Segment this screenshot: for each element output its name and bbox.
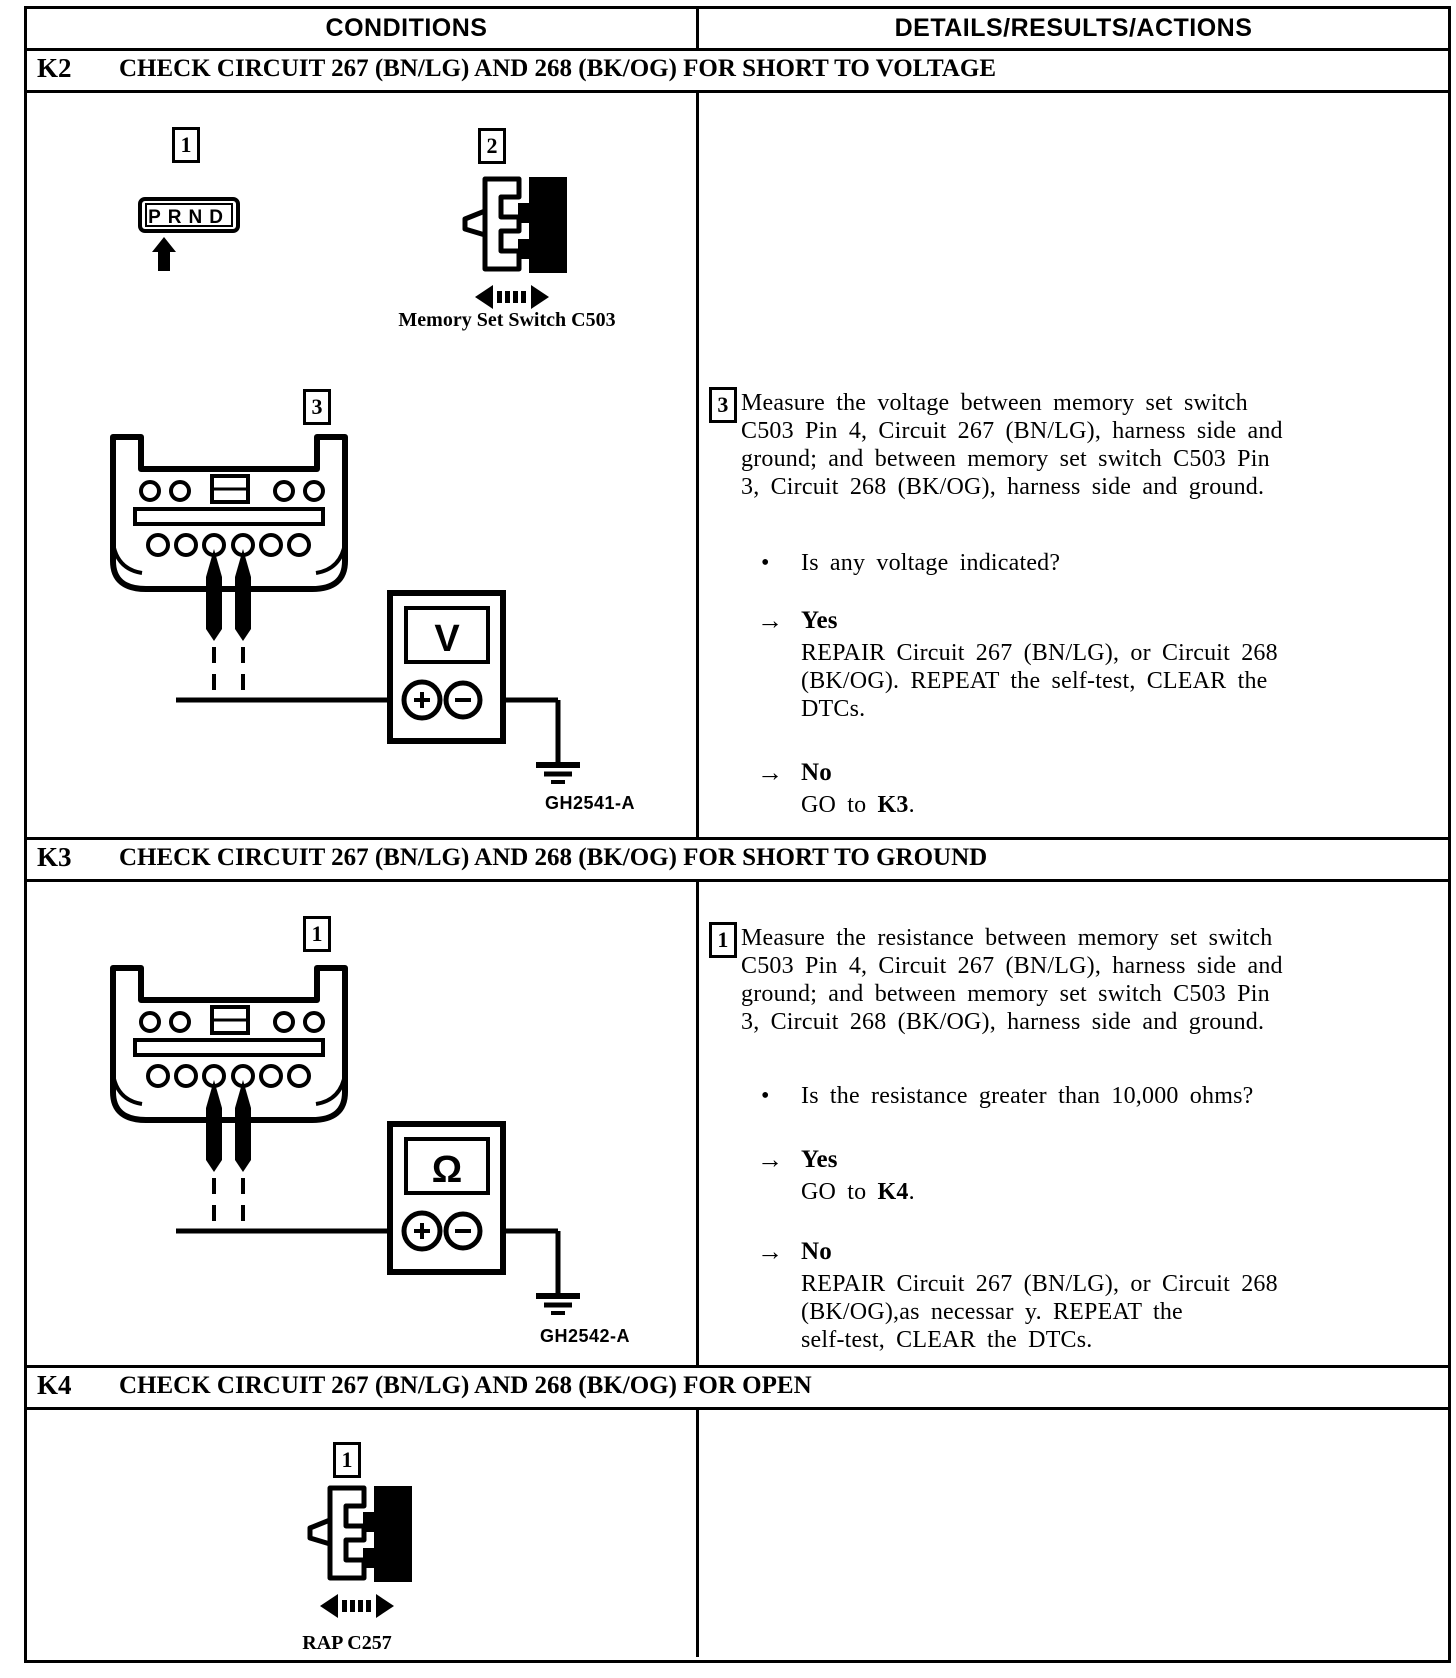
k2-figure3-number-box: 3	[303, 389, 331, 425]
k2-step-instruction	[741, 389, 1283, 501]
arrow-right-icon: →	[757, 758, 784, 787]
k4-figure1-number-box: 1	[333, 1442, 361, 1478]
goto-period: .	[908, 1179, 915, 1205]
instruction-line: Measure the resistance between memory set switch	[741, 925, 1273, 951]
k2-connector-voltmeter-diagram	[88, 429, 658, 829]
up-arrow-icon	[152, 237, 176, 271]
k2-body-row	[27, 93, 1448, 837]
connector-disconnect-icon	[445, 173, 575, 318]
k4-connector-label: RAP C257	[302, 1632, 392, 1654]
instruction-line: Measure the voltage between memory set switch	[741, 390, 1248, 416]
prnd-shift-indicator-icon	[137, 189, 257, 277]
k2-yes-action	[801, 639, 1278, 723]
goto-target: K4	[877, 1179, 909, 1205]
k3-no-label: No	[801, 1238, 832, 1265]
k2-figure1-number-box: 1	[172, 127, 200, 163]
arrow-right-icon: →	[757, 606, 784, 635]
k3-title-row	[27, 837, 1448, 882]
k3-question: Is the resistance greater than 10,000 ohms?	[801, 1083, 1254, 1109]
ohmmeter-icon	[390, 1124, 503, 1272]
action-line: (BK/OG). REPEAT the self-test, CLEAR the	[801, 668, 1268, 694]
arrow-right-icon: →	[757, 1145, 784, 1174]
details-header: DETAILS/RESULTS/ACTIONS	[894, 14, 1253, 42]
connector-face-icon	[113, 968, 345, 1120]
k2-figure-code: GH2541-A	[545, 793, 636, 813]
k2-no-label: No	[801, 759, 832, 786]
voltmeter-icon	[390, 593, 503, 741]
action-line: REPAIR Circuit 267 (BN/LG), or Circuit 268	[801, 640, 1278, 666]
arrow-right-icon: →	[757, 1237, 784, 1266]
k2-question-row	[761, 549, 1060, 577]
k2-question: Is any voltage indicated?	[801, 550, 1061, 576]
meter-symbol: V	[434, 618, 460, 660]
goto-text: GO to	[801, 792, 878, 818]
k2-yes-label: Yes	[801, 607, 838, 634]
k3-step-instruction	[741, 924, 1283, 1036]
prnd-letters: PRND	[148, 207, 230, 228]
k3-step-id: K3	[37, 842, 72, 872]
goto-period: .	[908, 792, 915, 818]
k2-details-cell	[696, 93, 1448, 837]
k3-step-title: CHECK CIRCUIT 267 (BN/LG) AND 268 (BK/OG) FOR SHORT TO GROUND	[119, 844, 988, 871]
ground-icon	[536, 765, 580, 782]
action-line: self-test, CLEAR the DTCs.	[801, 1327, 1093, 1353]
meter-symbol: Ω	[431, 1149, 463, 1191]
k3-detail-step-box: 1	[709, 922, 737, 958]
k4-title-row	[27, 1365, 1448, 1410]
instruction-line: ground; and between memory set switch C503 Pin	[741, 981, 1270, 1007]
k2-figure2-number-box: 2	[478, 128, 506, 164]
k2-step-title: CHECK CIRCUIT 267 (BN/LG) AND 268 (BK/OG) FOR SHORT TO VOLTAGE	[119, 55, 997, 82]
k3-connector-ohmmeter-diagram	[88, 960, 658, 1360]
k3-figure1-number-box: 1	[303, 916, 331, 952]
connector-disconnect-icon	[290, 1482, 420, 1627]
instruction-line: C503 Pin 4, Circuit 267 (BN/LG), harness side and	[741, 418, 1283, 444]
k3-question-row	[761, 1082, 1253, 1110]
conditions-header-cell	[27, 9, 696, 48]
k4-conditions-cell	[27, 1410, 696, 1657]
action-line: (BK/OG),as necessar y. REPEAT the	[801, 1299, 1183, 1325]
k2-no-action	[801, 791, 915, 819]
goto-target: K3	[877, 792, 909, 818]
bullet-icon: •	[761, 550, 770, 576]
instruction-line: 3, Circuit 268 (BK/OG), harness side and ground.	[741, 1009, 1265, 1035]
k3-figure-code: GH2542-A	[540, 1326, 631, 1346]
k4-step-id: K4	[37, 1370, 72, 1400]
action-line: DTCs.	[801, 696, 866, 722]
double-arrow-icon	[475, 285, 549, 309]
instruction-line: ground; and between memory set switch C503 Pin	[741, 446, 1270, 472]
k4-step-title: CHECK CIRCUIT 267 (BN/LG) AND 268 (BK/OG) FOR OPEN	[119, 1372, 812, 1399]
k4-details-cell	[696, 1410, 1448, 1657]
k2-step-id: K2	[37, 53, 72, 83]
action-line: REPAIR Circuit 267 (BN/LG), or Circuit 268	[801, 1271, 1278, 1297]
pinpoint-test-table	[24, 6, 1451, 1663]
k3-conditions-cell	[27, 882, 696, 1365]
bullet-icon: •	[761, 1083, 770, 1109]
goto-text: GO to	[801, 1179, 878, 1205]
k3-body-row	[27, 882, 1448, 1365]
k2-detail-step-box: 3	[709, 387, 737, 423]
ground-icon	[536, 1296, 580, 1313]
conditions-header: CONDITIONS	[325, 14, 488, 42]
k2-connector-label: Memory Set Switch C503	[398, 309, 616, 331]
table-header-row	[27, 9, 1448, 48]
details-header-cell	[696, 9, 1448, 48]
k3-details-cell	[696, 882, 1448, 1365]
connector-face-icon	[113, 437, 345, 589]
instruction-line: C503 Pin 4, Circuit 267 (BN/LG), harness side and	[741, 953, 1283, 979]
k2-conditions-cell	[27, 93, 696, 837]
k3-yes-label: Yes	[801, 1146, 838, 1173]
k4-body-row	[27, 1410, 1448, 1657]
instruction-line: 3, Circuit 268 (BK/OG), harness side and ground.	[741, 474, 1265, 500]
k3-yes-action	[801, 1178, 915, 1206]
k3-no-action	[801, 1270, 1278, 1354]
k2-title-row	[27, 48, 1448, 93]
double-arrow-icon	[320, 1594, 394, 1618]
